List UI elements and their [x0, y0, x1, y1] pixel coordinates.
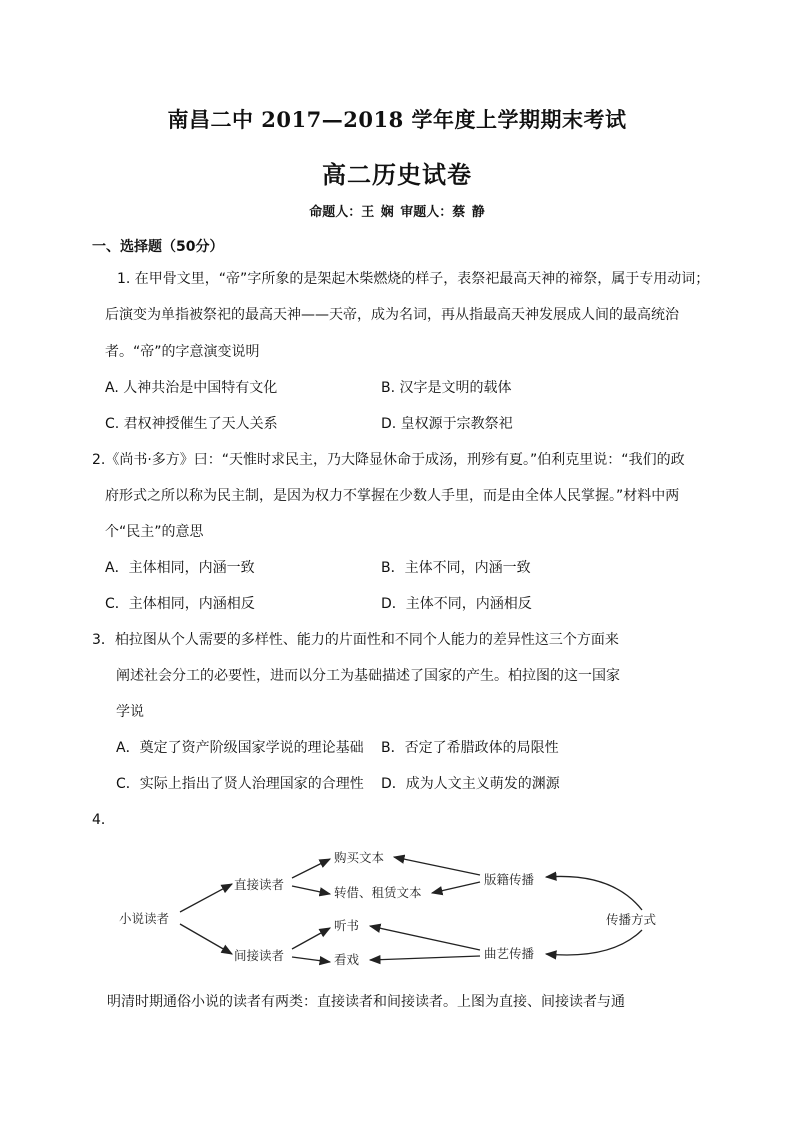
node-direct: 直接读者 [234, 877, 285, 892]
exam-authors: 命题人：王 娴 审题人：蔡 静 [309, 205, 485, 220]
arrow-direct-rent [292, 886, 330, 894]
question-line: 3．柏拉图从个人需要的多样性、能力的片面性和不同个人能力的差异性这三个方面来 [92, 632, 619, 648]
option-c: C．主体相同，内涵相反 [105, 596, 255, 612]
node-spread: 传播方式 [606, 912, 657, 927]
node-reader: 小说读者 [119, 911, 170, 926]
question-line: 个“民主”的意思 [105, 524, 204, 540]
option-d: D. 皇权源于宗教祭祀 [381, 416, 513, 432]
node-watch: 看戏 [334, 952, 360, 967]
question-line: 明清时期通俗小说的读者有两类：直接读者和间接读者。上图为直接、间接读者与通 [107, 994, 625, 1010]
node-rent: 转借、租赁文本 [334, 885, 422, 900]
option-c: C. 君权神授催生了天人关系 [105, 416, 278, 432]
question-line: 后演变为单指被祭祀的最高天神——天帝，成为名词，再从指最高天神发展成人间的最高统治 [105, 307, 679, 323]
arrow-reader-indirect [180, 924, 232, 954]
arrow-opera-listen [370, 926, 480, 950]
question-line: 府形式之所以称为民主制，是因为权力不掌握在少数人手里，而是由全体人民掌握。”材料中两 [105, 488, 680, 504]
option-c: C．实际上指出了贤人治理国家的合理性 [116, 776, 364, 792]
option-a: A. 人神共治是中国特有文化 [105, 380, 278, 396]
question-line: 学说 [116, 704, 144, 720]
question-line: 者。“帝”的字意演变说明 [105, 344, 260, 360]
exam-subtitle: 高二历史试卷 [322, 160, 472, 189]
arrow-opera-watch [370, 956, 480, 960]
option-b: B．主体不同，内涵一致 [381, 560, 531, 576]
arrow-indirect-watch [292, 957, 330, 962]
option-a: A．主体相同，内涵一致 [105, 560, 255, 576]
option-b: B．否定了希腊政体的局限性 [381, 740, 559, 756]
option-d: D．成为人文主义萌发的渊源 [381, 776, 560, 792]
arrow-print-rent [432, 882, 480, 893]
option-a: A．奠定了资产阶级国家学说的理论基础 [116, 740, 364, 756]
node-opera: 曲艺传播 [484, 946, 535, 961]
arrow-indirect-listen [292, 928, 330, 949]
question-line: 2.《尚书·多方》曰：“天惟时求民主，乃大降显休命于成汤，刑殄有夏。”伯利克里说：“我们的政 [92, 452, 685, 468]
reader-flow-diagram [112, 832, 712, 982]
arrow-reader-direct [180, 884, 232, 912]
node-buy: 购买文本 [334, 850, 385, 865]
arrow-print-buy [394, 857, 480, 875]
section-title: 一、选择题（50分） [92, 239, 224, 255]
node-listen: 听书 [334, 918, 360, 933]
arrow-spread-opera [546, 930, 642, 955]
arrow-spread-print [546, 876, 642, 910]
node-indirect: 间接读者 [234, 948, 285, 963]
question-line: 1. 在甲骨文里，“帝”字所象的是架起木柴燃烧的样子，表祭祀最高天神的禘祭，属于专用动词； [117, 271, 710, 287]
option-b: B. 汉字是文明的载体 [381, 380, 512, 396]
exam-title: 南昌二中 2017—2018 学年度上学期期末考试 [167, 107, 627, 132]
question-number: 4． [92, 812, 115, 828]
arrow-direct-buy [292, 859, 330, 878]
option-d: D．主体不同，内涵相反 [381, 596, 532, 612]
node-print: 版籍传播 [484, 872, 535, 887]
question-line: 阐述社会分工的必要性，进而以分工为基础描述了国家的产生。柏拉图的这一国家 [116, 668, 620, 684]
